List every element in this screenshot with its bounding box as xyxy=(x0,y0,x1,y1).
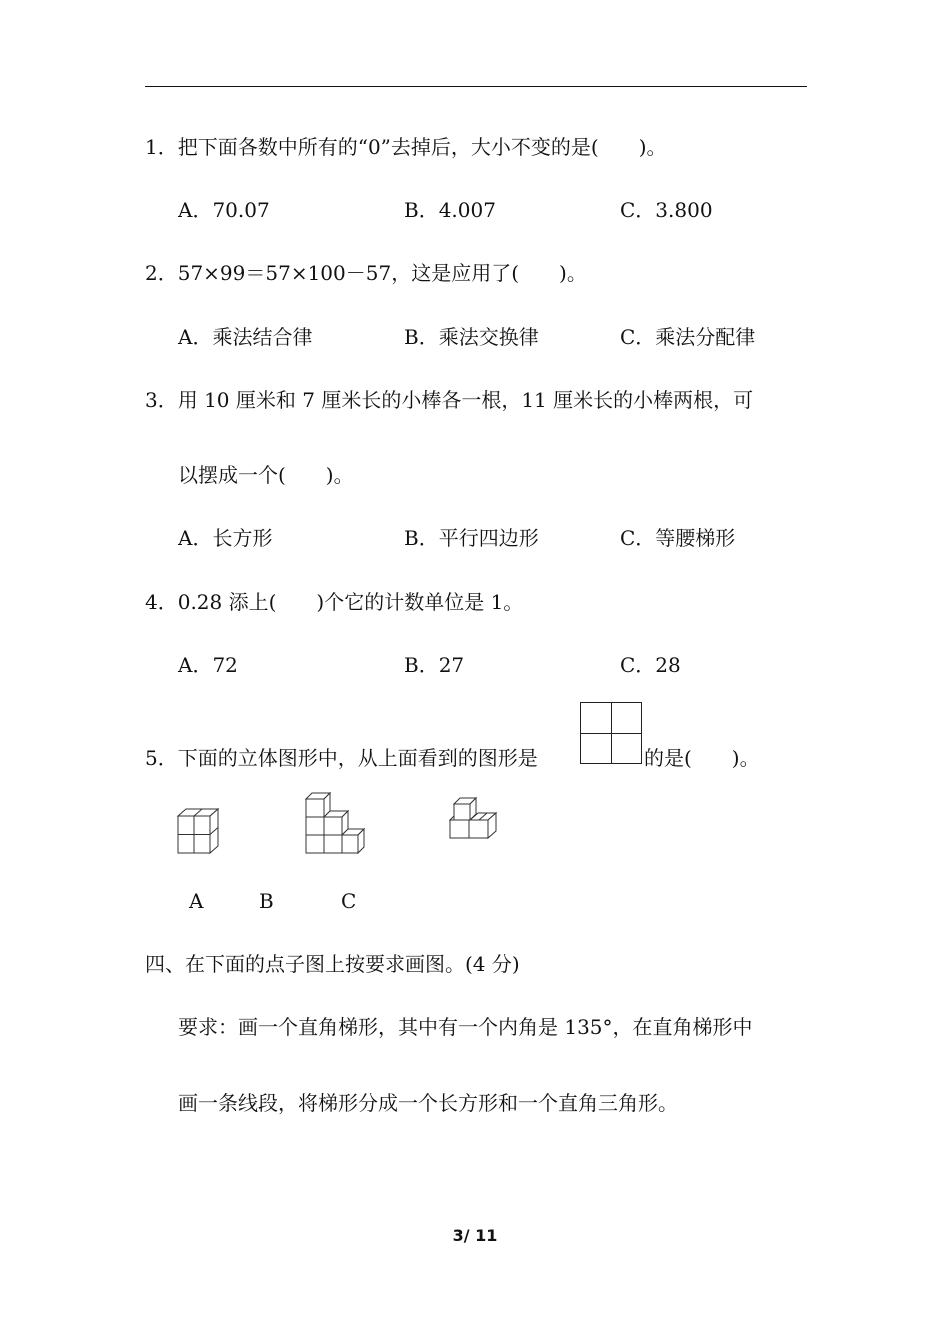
question-4-text: 4．0.28 添上( )个它的计数单位是 1。 xyxy=(145,590,524,614)
question-2-option-a: A．乘法结合律 xyxy=(178,325,313,349)
section-4-title: 四、在下面的点子图上按要求画图。(4 分) xyxy=(145,952,520,976)
figure-label-a: A xyxy=(189,889,204,913)
section-4-requirement-line1: 要求：画一个直角梯形，其中有一个内角是 135°，在直角梯形中 xyxy=(178,1015,753,1039)
question-4-option-b: B．27 xyxy=(404,653,465,677)
page-number: 3/ 11 xyxy=(452,1226,498,1245)
question-5-text-before: 5．下面的立体图形中，从上面看到的图形是 xyxy=(145,746,538,770)
question-3-text-line2: 以摆成一个( )。 xyxy=(178,463,354,487)
question-3-option-b: B．平行四边形 xyxy=(404,526,539,550)
figure-a-cubes xyxy=(174,806,224,858)
question-2-option-c: C．乘法分配律 xyxy=(620,325,756,349)
question-1-option-b: B．4.007 xyxy=(404,198,496,222)
question-3-option-a: A．长方形 xyxy=(178,526,273,550)
question-5-text-after: 的是( )。 xyxy=(644,746,760,770)
figure-b-cubes xyxy=(302,789,370,857)
question-2-text: 2．57×99＝57×100－57，这是应用了( )。 xyxy=(145,261,587,285)
question-1-option-a: A．70.07 xyxy=(178,198,270,222)
figure-label-c: C xyxy=(341,889,357,913)
question-2-option-b: B．乘法交换律 xyxy=(404,325,539,349)
top-view-2x2-grid-figure xyxy=(580,702,642,764)
figure-c-cubes xyxy=(446,796,502,850)
question-1-option-c: C．3.800 xyxy=(620,198,713,222)
header-rule xyxy=(145,86,807,87)
question-3-option-c: C．等腰梯形 xyxy=(620,526,736,550)
figure-label-b: B xyxy=(259,889,274,913)
question-4-option-a: A．72 xyxy=(178,653,238,677)
question-3-text-line1: 3．用 10 厘米和 7 厘米长的小棒各一根，11 厘米长的小棒两根，可 xyxy=(145,388,754,412)
question-4-option-c: C．28 xyxy=(620,653,681,677)
section-4-requirement-line2: 画一条线段，将梯形分成一个长方形和一个直角三角形。 xyxy=(178,1091,678,1115)
question-1-text: 1．把下面各数中所有的“0”去掉后，大小不变的是( )。 xyxy=(145,135,667,159)
